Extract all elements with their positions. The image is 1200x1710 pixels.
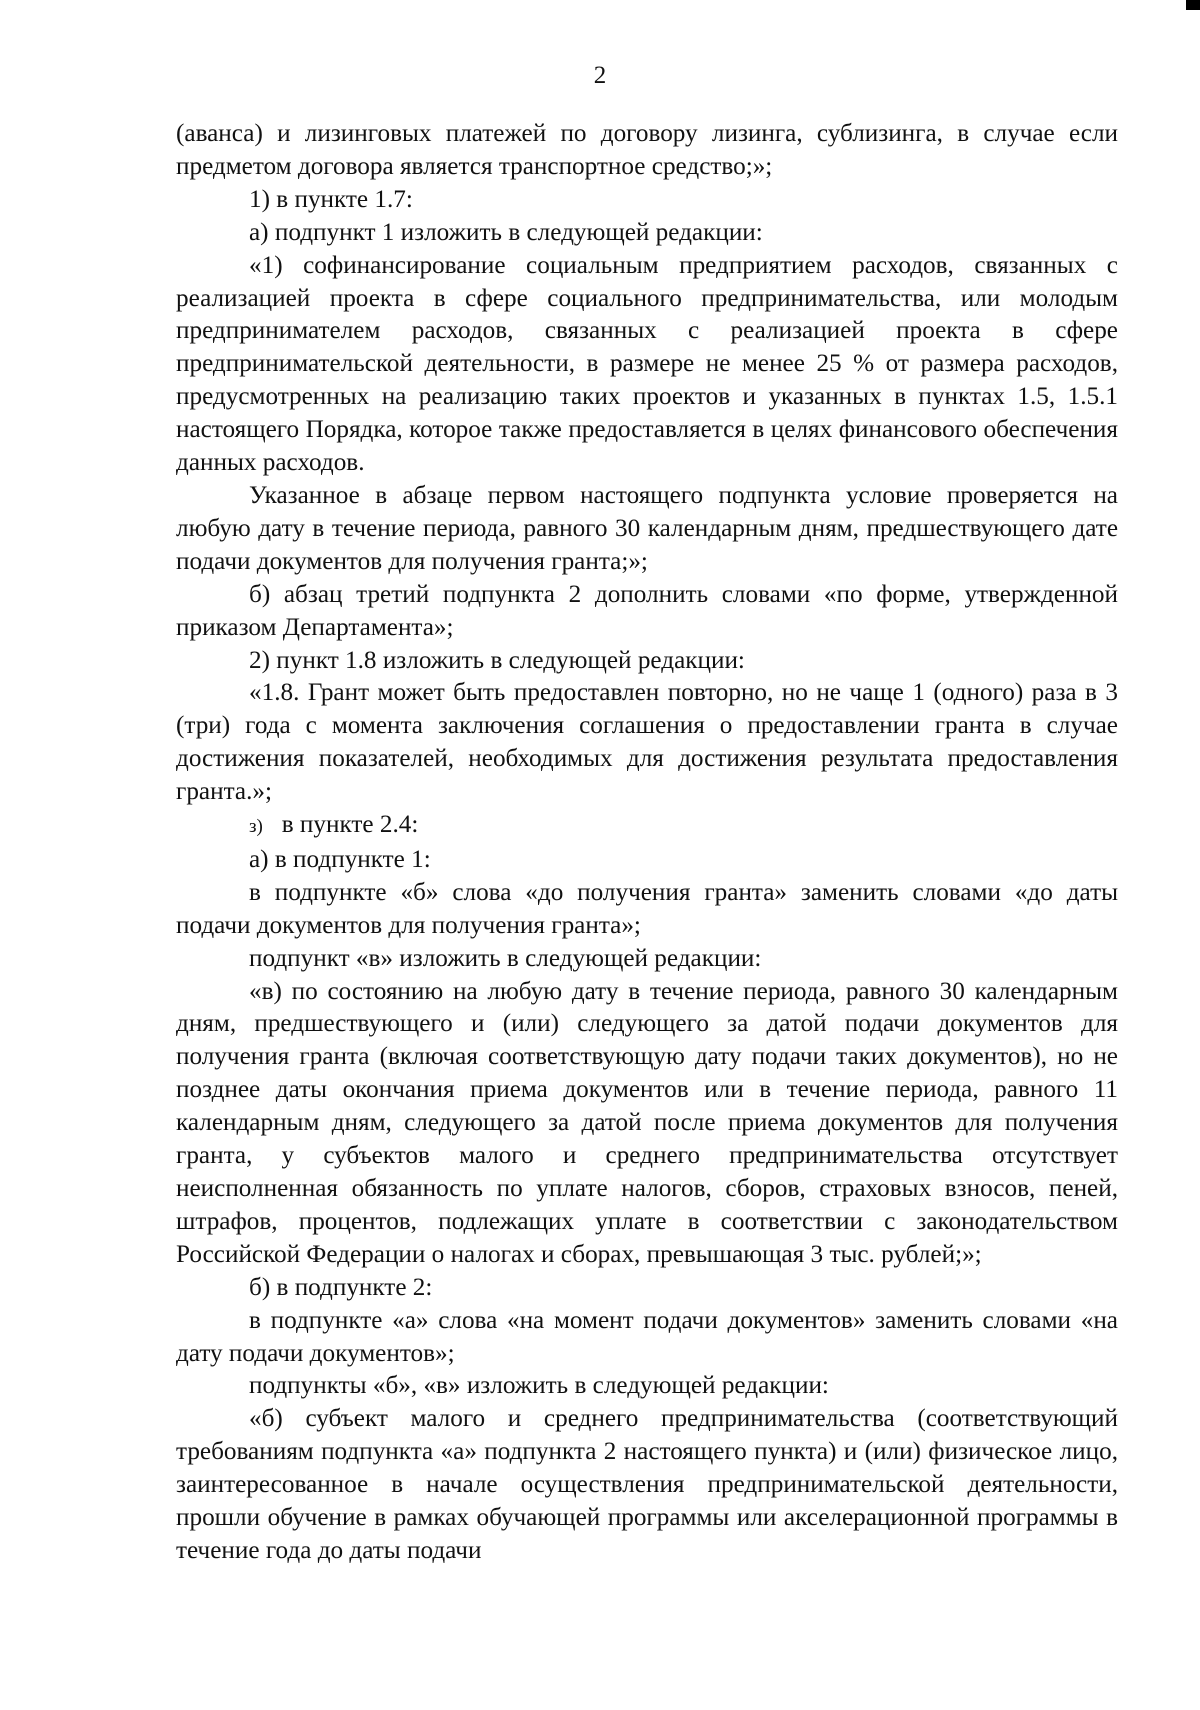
page-edge-mark	[1186, 0, 1200, 10]
paragraph-subitem-b-form: б) абзац третий подпункта 2 дополнить словами «по форме, утвержденной приказом Департамента»;	[176, 580, 1118, 641]
paragraph-subitem-a-1: а) подпункт 1 изложить в следующей редакции:	[249, 218, 763, 246]
paragraph-item-1-8: 2) пункт 1.8 изложить в следующей редакции:	[249, 646, 745, 674]
paragraph-item-2-4	[176, 809, 1118, 844]
paragraph-grant-repeat: «1.8. Грант может быть предоставлен повторно, но не чаще 1 (одного) раза в 3 (три) года с момента заключения соглашения о предоставлении гранта в случае достижения показателей, необходимых для достижения результата предоставления гранта.»;	[176, 679, 1118, 806]
list-marker: з)	[249, 816, 263, 838]
paragraph-tax-obligation: «в) по состоянию на любую дату в течение периода, равного 30 календарным дням, предшествующего и (или) следующего за датой подачи документов для получения гранта (включая соответствующую дату подачи таких документов), но не позднее даты окончания приема документов или в течение периода, равного 11 календарным дням, следующего за датой после приема документов для получения гранта, у субъектов малого и среднего предпринимательства отсутствует неисполненная обязанность по уплате налогов, сборов, страховых взносов, пеней, штрафов, процентов, подлежащих уплате в соответствии с законодательством Российской Федерации о налогах и сборах, превышающая 3 тыс. рублей;»;	[176, 977, 1118, 1268]
paragraph-subitem-b-in-2: б) в подпункте 2:	[249, 1273, 433, 1301]
paragraph-subitem-v-header: подпункт «в» изложить в следующей редакции:	[249, 944, 762, 972]
paragraph-training-program: «б) субъект малого и среднего предпринимательства (соответствующий требованиям подпункта «а» подпункта 2 настоящего пункта) и (или) физическое лицо, заинтересованное в начале осуществления предпринимательской деятельности, прошли обучение в рамках обучающей программы или акселерационной программы в течение года до даты подачи	[176, 1405, 1118, 1564]
paragraph-condition-check: Указанное в абзаце первом настоящего подпункта условие проверяется на любую дату в течение периода, равного 30 календарным дням, предшествующего дате подачи документов для получения гранта;»;	[176, 481, 1118, 575]
paragraph-item-1-7: 1) в пункте 1.7:	[249, 185, 413, 213]
document-body	[176, 118, 1118, 1568]
paragraph-lease-payments: (аванса) и лизинговых платежей по договору лизинга, сублизинга, в случае если предметом договора является транспортное средство;»;	[176, 120, 1118, 180]
paragraph-subitem-a-in-1: а) в подпункте 1:	[249, 845, 431, 873]
item-2-4-text: в пункте 2.4:	[281, 811, 419, 839]
paragraph-replace-words-b: в подпункте «б» слова «до получения гранта» заменить словами «до даты подачи документов для получения гранта»;	[176, 878, 1118, 939]
paragraph-subitems-b-v-header: подпункты «б», «в» изложить в следующей редакции:	[249, 1372, 829, 1400]
paragraph-replace-words-a: в подпункте «а» слова «на момент подачи документов» заменить словами «на дату подачи документов»;	[176, 1306, 1118, 1367]
page-number: 2	[593, 62, 607, 89]
paragraph-cofinancing: «1) софинансирование социальным предприятием расходов, связанных с реализацией проекта в сфере социального предпринимательства, или молодым предпринимателем расходов, связанных с реализацией проекта в сфере предпринимательской деятельности, в размере не менее 25 % от размера расходов, предусмотренных на реализацию таких проектов и указанных в пунктах 1.5, 1.5.1 настоящего Порядка, которое также предоставляется в целях финансового обеспечения данных расходов.	[176, 251, 1118, 477]
